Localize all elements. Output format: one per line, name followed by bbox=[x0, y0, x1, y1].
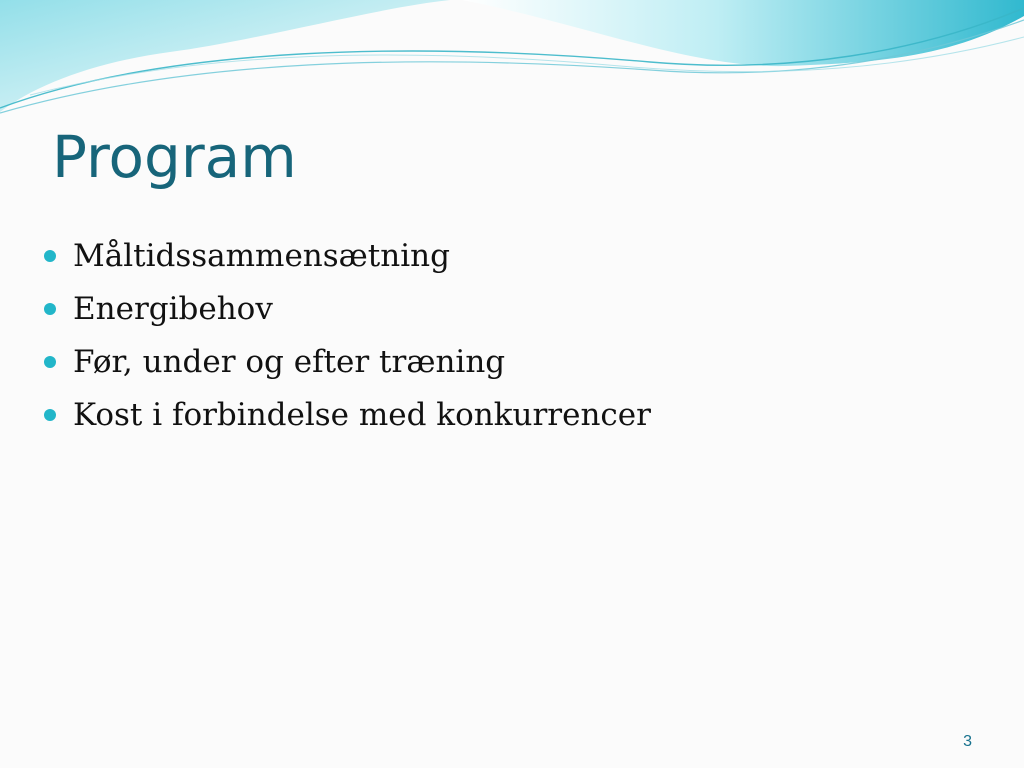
bullet-text: Måltidssammensætning bbox=[73, 238, 450, 274]
bullet-text: Energibehov bbox=[73, 291, 273, 327]
upper-right-wave bbox=[462, 0, 1024, 66]
bullet-item bbox=[44, 342, 651, 395]
bullet-item bbox=[44, 236, 651, 289]
bullet-list bbox=[44, 236, 651, 448]
bullet-item bbox=[44, 289, 651, 342]
bullet-text: Før, under og efter træning bbox=[73, 344, 506, 380]
upper-left-wave bbox=[0, 0, 450, 112]
bullet-item bbox=[44, 395, 651, 448]
slide-number: 3 bbox=[963, 733, 972, 750]
bullet-point-icon bbox=[44, 409, 56, 421]
bullet-point-icon bbox=[44, 356, 56, 368]
bullet-text: Kost i forbindelse med konkurrencer bbox=[73, 397, 651, 433]
bullet-point-icon bbox=[44, 250, 56, 262]
decorative-wave-header bbox=[0, 0, 1024, 120]
slide-title: Program bbox=[52, 123, 297, 191]
bullet-point-icon bbox=[44, 303, 56, 315]
